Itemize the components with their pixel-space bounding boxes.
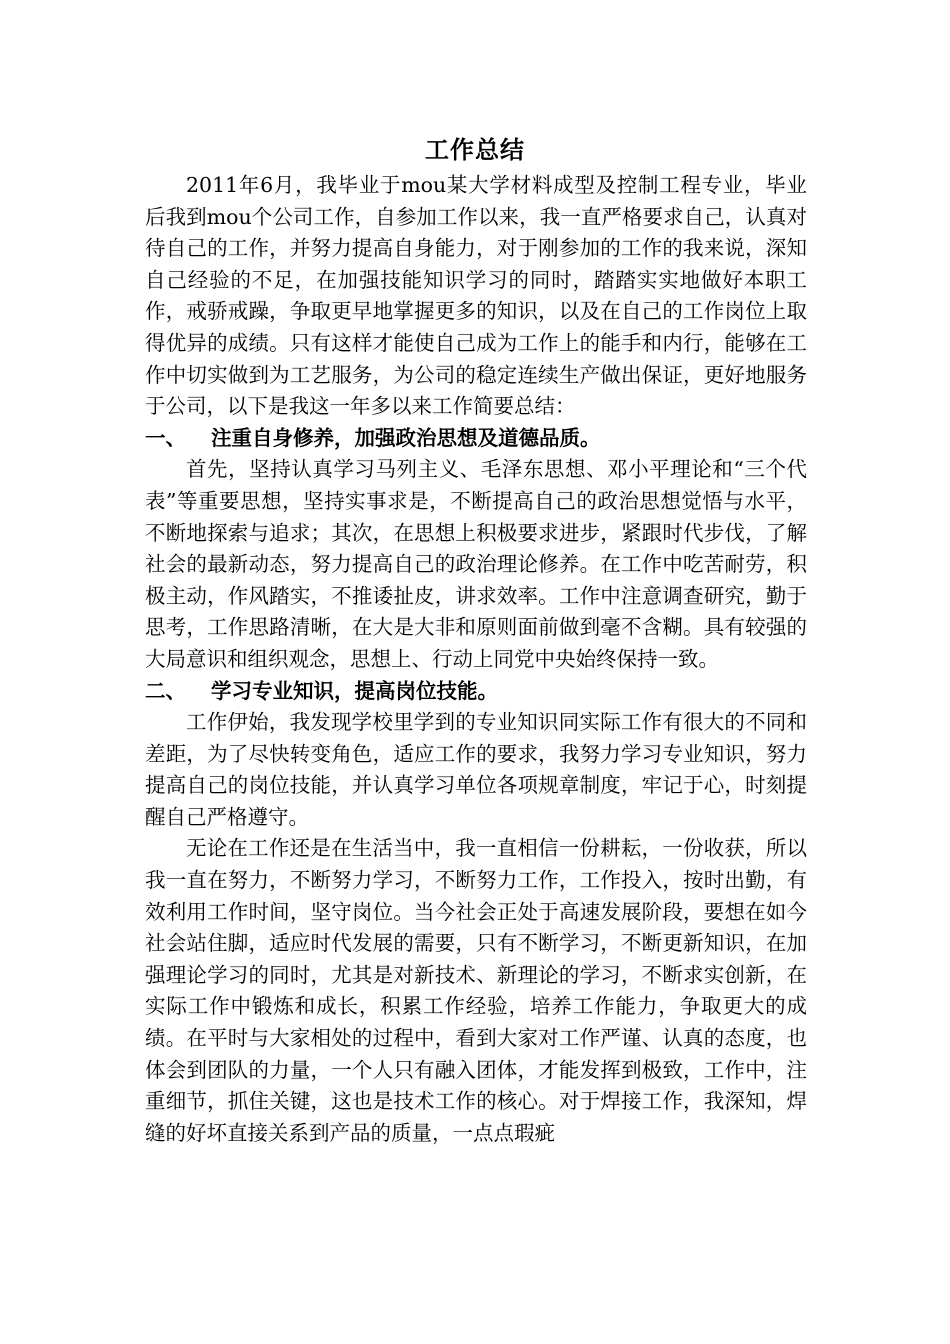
document-title: 工作总结 bbox=[425, 135, 525, 164]
section-2-number: 二、 bbox=[145, 678, 186, 703]
section-2-paragraph-2: 无论在工作还是在生活当中，我一直相信一份耕耘，一份收获，所以我一直在努力，不断努力学习，不断努力工作，工作投入，按时出勤，有效利用工作时间，坚守岗位。当今社会正处于高速发展阶段，要想在如今社会站住脚，适应时代发展的需要，只有不断学习，不断更新知识，在加强理论学习的同时，尤其是对新技术、新理论的学习，不断求实创新，在实际工作中锻炼和成长，积累工作经验，培养工作能力，争取更大的成绩。在平时与大家相处的过程中，看到大家对工作严谨、认真的态度，也体会到团队的力量，一个人只有融入团体，才能发挥到极致，工作中，注重细节，抓住关键，这也是技术工作的核心。对于焊接工作，我深知，焊缝的好坏直接关系到产品的质量，一点点瑕疵 bbox=[145, 836, 807, 1145]
section-1-number: 一、 bbox=[145, 425, 186, 450]
intro-paragraph: 2011年6月，我毕业于mou某大学材料成型及控制工程专业，毕业后我到mou个公司工作，自参加工作以来，我一直严格要求自己，认真对待自己的工作，并努力提高自身能力，对于刚参加的工作的我来说，深知自己经验的不足，在加强技能知识学习的同时，踏踏实实地做好本职工作，戒骄戒躁，争取更早地掌握更多的知识，以及在自己的工作岗位上取得优异的成绩。只有这样才能使自己成为工作上的能手和内行，能够在工作中切实做到为工艺服务，为公司的稳定连续生产做出保证，更好地服务于公司，以下是我这一年多以来工作简要总结： bbox=[145, 173, 807, 419]
section-2-heading bbox=[145, 676, 807, 708]
document-body bbox=[145, 170, 807, 1149]
section-1-heading-text: 注重自身修养，加强政治思想及道德品质。 bbox=[211, 425, 601, 450]
section-1-paragraph: 首先，坚持认真学习马列主义、毛泽东思想、邓小平理论和“三个代表”等重要思想，坚持实事求是，不断提高自己的政治思想觉悟与水平，不断地探索与追求；其次，在思想上积极要求进步，紧跟时代步伐，了解社会的最新动态，努力提高自己的政治理论修养。在工作中吃苦耐劳，积极主动，作风踏实，不推诿扯皮，讲求效率。工作中注意调查研究，勤于思考，工作思路清晰，在大是大非和原则面前做到毫不含糊。具有较强的大局意识和组织观念，思想上、行动上同党中央始终保持一致。 bbox=[145, 457, 807, 671]
section-2-paragraph-1: 工作伊始，我发现学校里学到的专业知识同实际工作有很大的不同和差距，为了尽快转变角色，适应工作的要求，我努力学习专业知识，努力提高自己的岗位技能，并认真学习单位各项规章制度，牢记于心，时刻提醒自己严格遵守。 bbox=[145, 710, 807, 829]
section-2-heading-text: 学习专业知识，提高岗位技能。 bbox=[211, 678, 498, 703]
section-1-heading bbox=[145, 423, 807, 455]
